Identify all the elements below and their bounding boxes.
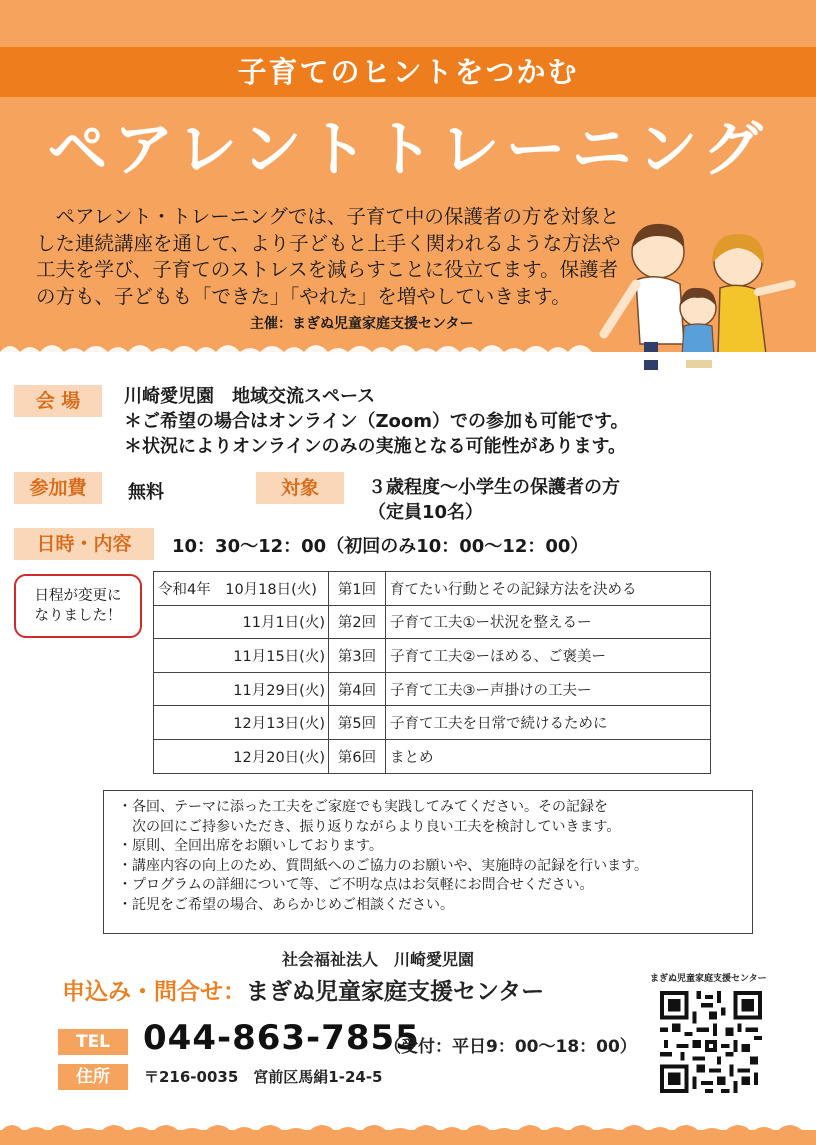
session-date: 12月13日(火) xyxy=(154,706,329,740)
target-value: ３歳程度～小学生の保護者の方 xyxy=(368,477,620,498)
tel-label: TEL xyxy=(58,1029,128,1055)
note-line: ・プログラムの詳細について等、ご不明な点はお気軽にお問合せください。 xyxy=(118,877,594,893)
note-line: ・講座内容の向上のため、質問紙へのご協力のお願いや、実施時の記録を行います。 xyxy=(118,857,649,874)
table-row xyxy=(154,672,711,706)
page-title: ペアレントトレーニング xyxy=(47,115,769,185)
table-row xyxy=(154,572,711,606)
notes-box xyxy=(103,790,753,934)
venue-line-1: 川崎愛児園 地域交流スペース xyxy=(124,386,376,407)
apply-line xyxy=(62,973,544,1006)
phone-number[interactable]: 044-863-7855 xyxy=(143,1018,420,1058)
leaf-border-bottom xyxy=(0,1118,816,1145)
note-line: ・各回、テーマに添った工夫をご家庭でも実践してみてください。その記録を xyxy=(118,799,608,815)
notice-line-1: 日程が変更に xyxy=(34,588,122,604)
address-label: 住所 xyxy=(58,1064,128,1090)
leaf-border-top xyxy=(0,338,816,360)
datetime-value: 10：30～12：00（初回のみ10：00～12：00） xyxy=(172,536,589,557)
intro-text: ペアレント・トレーニングでは、子育て中の保護者の方を対象とした連続講座を通して、より子どもと上手く関われるような方法や工夫を学び、子育てのストレスを減らすことに役立てます。保護者の方も、子どもも「できた」「やれた」を増やしていきます。 xyxy=(36,205,621,308)
session-number: 第3回 xyxy=(329,639,386,673)
venue-label: 会 場 xyxy=(14,385,102,417)
session-date: 11月29日(火) xyxy=(154,672,329,706)
session-number: 第6回 xyxy=(329,739,386,773)
session-topic: 子育て工夫を日常で続けるために xyxy=(386,706,711,740)
subtitle: 子育てのヒントをつかむ xyxy=(237,55,579,89)
venue-line-2: ＊ご希望の場合はオンライン（Zoom）での参加も可能です。 xyxy=(124,411,629,432)
session-date: 令和4年 10月18日(火) xyxy=(154,572,329,606)
fee-value: 無料 xyxy=(128,482,164,503)
session-topic: 育てたい行動とその記録方法を決める xyxy=(386,572,711,606)
datetime-label: 日時・内容 xyxy=(14,528,154,560)
qr-caption: まぎぬ児童家庭支援センター xyxy=(650,974,767,984)
session-date: 11月15日(火) xyxy=(154,639,329,673)
table-row xyxy=(154,605,711,639)
session-number: 第4回 xyxy=(329,672,386,706)
session-number: 第1回 xyxy=(329,572,386,606)
session-topic: 子育て工夫②ーほめる、ご褒美ー xyxy=(386,639,711,673)
fee-label: 参加費 xyxy=(14,472,102,504)
table-row xyxy=(154,706,711,740)
center-name: まぎぬ児童家庭支援センター xyxy=(246,979,545,1005)
apply-label: 申込み・問合せ： xyxy=(62,979,246,1005)
note-line: 次の回にご持参いただき、振り返りながらより良い工夫を検討していきます。 xyxy=(118,818,621,835)
target-label: 対象 xyxy=(256,472,344,504)
session-topic: まとめ xyxy=(386,739,711,773)
table-row xyxy=(154,739,711,773)
session-topic: 子育て工夫③ー声掛けの工夫ー xyxy=(386,672,711,706)
target-capacity: （定員10名） xyxy=(368,502,484,523)
session-topic: 子育て工夫①ー状況を整えるー xyxy=(386,605,711,639)
host-text: 主催：まぎぬ児童家庭支援センター xyxy=(250,316,474,332)
venue-line-3: ＊状況によりオンラインのみの実施となる可能性があります。 xyxy=(124,436,627,457)
schedule-change-notice xyxy=(14,574,142,638)
notice-line-2: なりました！ xyxy=(34,608,122,624)
address: 〒216-0035 宮前区馬絹1-24-5 xyxy=(144,1068,383,1086)
phone-hours: （受付：平日9：00～18：00） xyxy=(384,1037,637,1057)
session-date: 12月20日(火) xyxy=(154,739,329,773)
session-number: 第2回 xyxy=(329,605,386,639)
session-date: 11月1日(火) xyxy=(154,605,329,639)
session-number: 第5回 xyxy=(329,706,386,740)
schedule-table xyxy=(153,571,711,774)
organization-name: 社会福祉法人 川崎愛児園 xyxy=(281,950,474,969)
table-row xyxy=(154,639,711,673)
note-line: ・原則、全回出席をお願いしております。 xyxy=(118,838,383,854)
note-line: ・託児をご希望の場合、あらかじめご相談ください。 xyxy=(118,896,454,913)
qr-code-icon[interactable] xyxy=(660,991,762,1093)
